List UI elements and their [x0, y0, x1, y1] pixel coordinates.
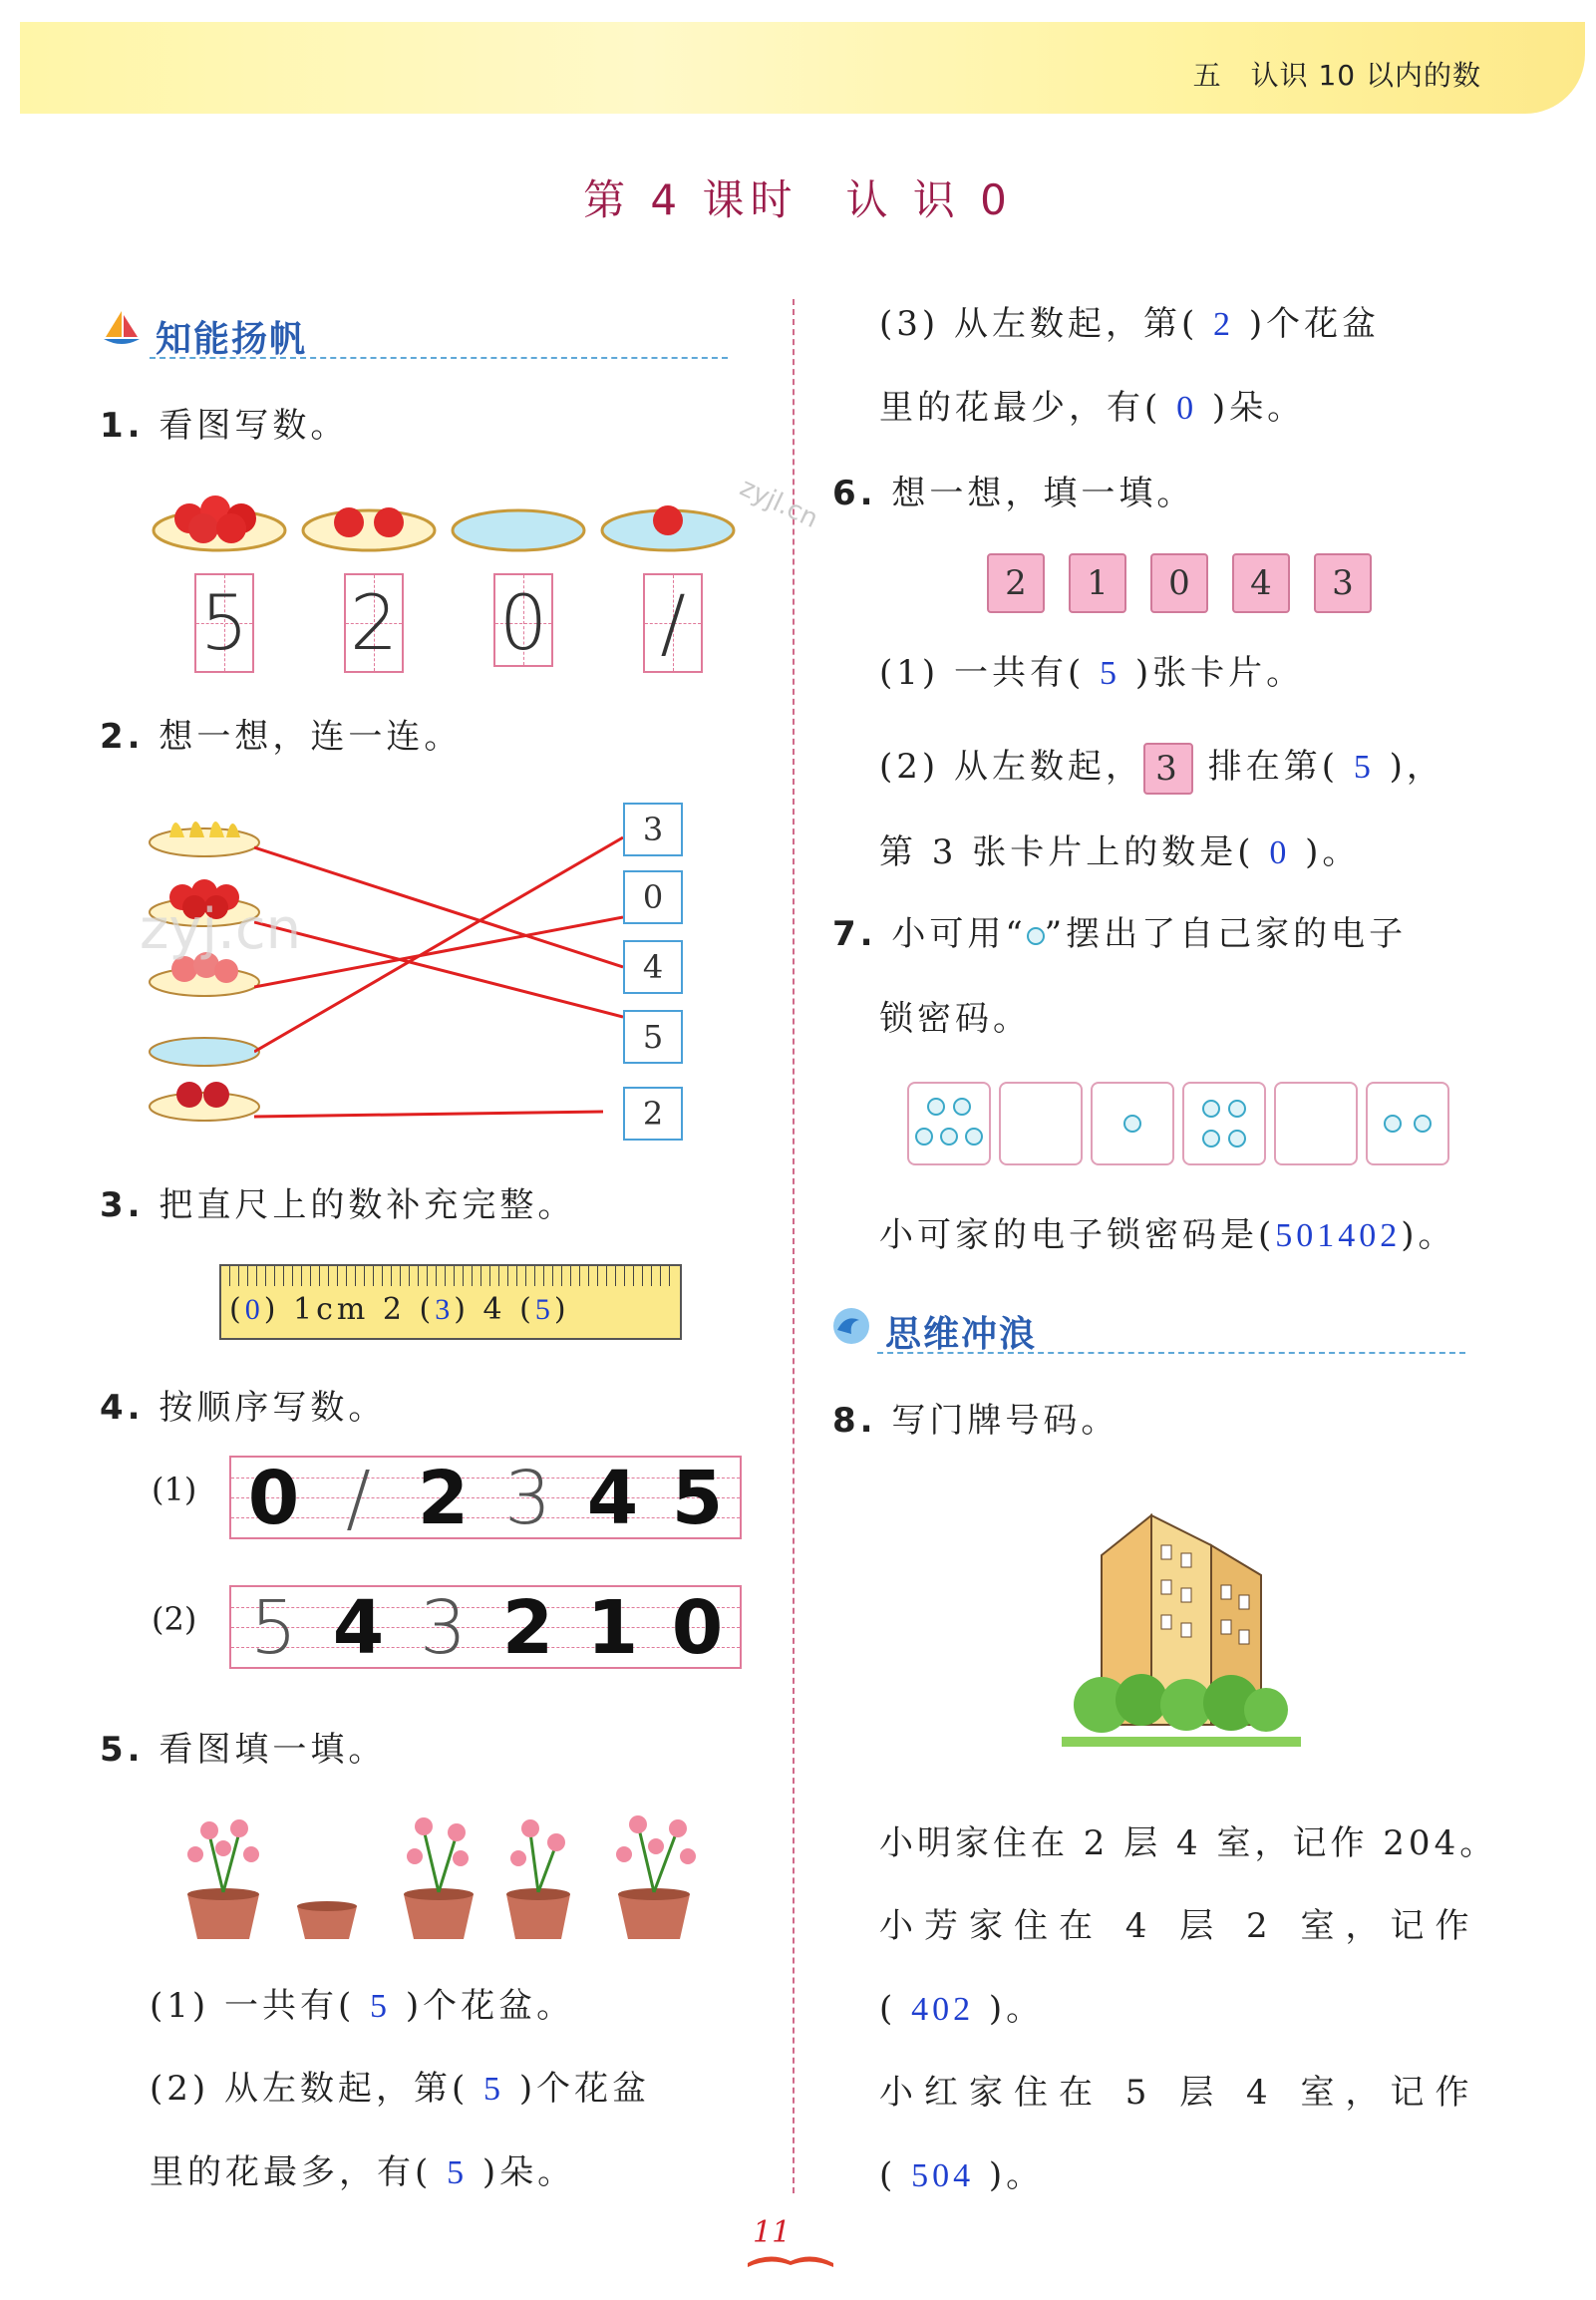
q8-line5: ( 504 )。 [879, 2155, 1045, 2195]
match-box-4: 5 [623, 1010, 683, 1064]
question-1: 1. 看图写数。 [100, 406, 349, 446]
ruler: (0) 1cm 2 (3) 4 (5) [219, 1264, 682, 1340]
watermark-1: zyjl.cn [735, 472, 823, 535]
lock-box-5 [1274, 1082, 1358, 1165]
watermark-2: zyj.cn [140, 897, 302, 962]
q8-line4: 小红家住在 5 层 4 室，记作 [879, 2073, 1480, 2113]
section-underline-1 [150, 357, 728, 359]
q4-row1-label: (1) [152, 1471, 197, 1508]
lock-box-1 [907, 1082, 991, 1165]
write-grid-2: 5 4 3 2 1 0 [229, 1585, 742, 1669]
q6-part2: (2) 从左数起， 3 排在第( 5 )， [879, 743, 1444, 795]
question-5: 5. 看图填一填。 [100, 1730, 387, 1770]
match-box-2: 0 [623, 870, 683, 924]
write-box-2: 2 [344, 573, 404, 673]
lock-box-4 [1182, 1082, 1266, 1165]
q5-part1: (1) 一共有( 5 )个花盆。 [150, 1986, 575, 2026]
q7-answer: 小可家的电子锁密码是(501402)。 [879, 1215, 1456, 1255]
q5-part2-cont: 里的花最多，有( 5 )朵。 [150, 2152, 576, 2192]
q8-line2: 小芳家住在 4 层 2 室，记作 [879, 1906, 1480, 1946]
q6-part2-cont: 第 3 张卡片上的数是( 0 )。 [879, 832, 1361, 872]
question-2: 2. 想一想，连一连。 [100, 717, 463, 757]
book-icon [746, 2249, 835, 2267]
question-3: 3. 把直尺上的数补充完整。 [100, 1185, 576, 1225]
lock-box-6 [1366, 1082, 1449, 1165]
q6-part1: (1) 一共有( 5 )张卡片。 [879, 653, 1305, 693]
q5-part2: (2) 从左数起，第( 5 )个花盆 [150, 2069, 651, 2109]
number-card-5: 3 [1314, 553, 1372, 613]
number-card-1: 2 [987, 553, 1045, 613]
wave-icon [829, 1304, 873, 1348]
sailboat-icon [100, 307, 144, 351]
match-box-3: 4 [623, 940, 683, 994]
question-7: 7. 小可用“ ”摆出了自己家的电子 [832, 914, 1408, 954]
match-box-1: 3 [623, 803, 683, 856]
match-box-5: 2 [623, 1087, 683, 1141]
lock-box-3 [1091, 1082, 1174, 1165]
write-box-1: 5 [194, 573, 254, 673]
question-6: 6. 想一想，填一填。 [832, 474, 1195, 513]
matching-lines [254, 818, 623, 1137]
number-card-2: 1 [1069, 553, 1126, 613]
section-title-1: 知能扬帆 [156, 319, 308, 360]
section-underline-2 [877, 1352, 1465, 1354]
page-number: 11 [753, 2215, 792, 2250]
column-divider [793, 299, 795, 2193]
number-card-4: 4 [1232, 553, 1290, 613]
inline-card-3: 3 [1143, 743, 1193, 795]
number-card-3: 0 [1150, 553, 1208, 613]
apartment-building-illustration [1062, 1505, 1301, 1765]
q4-row2-label: (2) [152, 1600, 197, 1638]
question-7-cont: 锁密码。 [879, 999, 1031, 1039]
dot-icon [1027, 927, 1045, 945]
q8-line1: 小明家住在 2 层 4 室，记作 204。 [879, 1823, 1498, 1863]
unit-title: 五 认识 10 以内的数 [1192, 59, 1481, 92]
question-8: 8. 写门牌号码。 [832, 1401, 1119, 1441]
flower-pots-illustration [179, 1814, 738, 1944]
write-grid-1: 0 / 2 3 4 5 [229, 1456, 742, 1539]
write-box-4: / [643, 573, 703, 673]
q5-part3-cont: 里的花最少，有( 0 )朵。 [879, 388, 1306, 428]
section-title-2: 思维冲浪 [885, 1314, 1038, 1355]
write-box-3: 0 [493, 573, 553, 667]
fruit-plates-illustration [150, 489, 748, 558]
lesson-title: 第 4 课时 认 识 0 [583, 175, 1013, 224]
question-4: 4. 按顺序写数。 [100, 1388, 387, 1428]
lock-box-2 [999, 1082, 1083, 1165]
q8-line3: ( 402 )。 [879, 1989, 1045, 2029]
q5-part3: (3) 从左数起，第( 2 )个花盆 [879, 304, 1381, 344]
